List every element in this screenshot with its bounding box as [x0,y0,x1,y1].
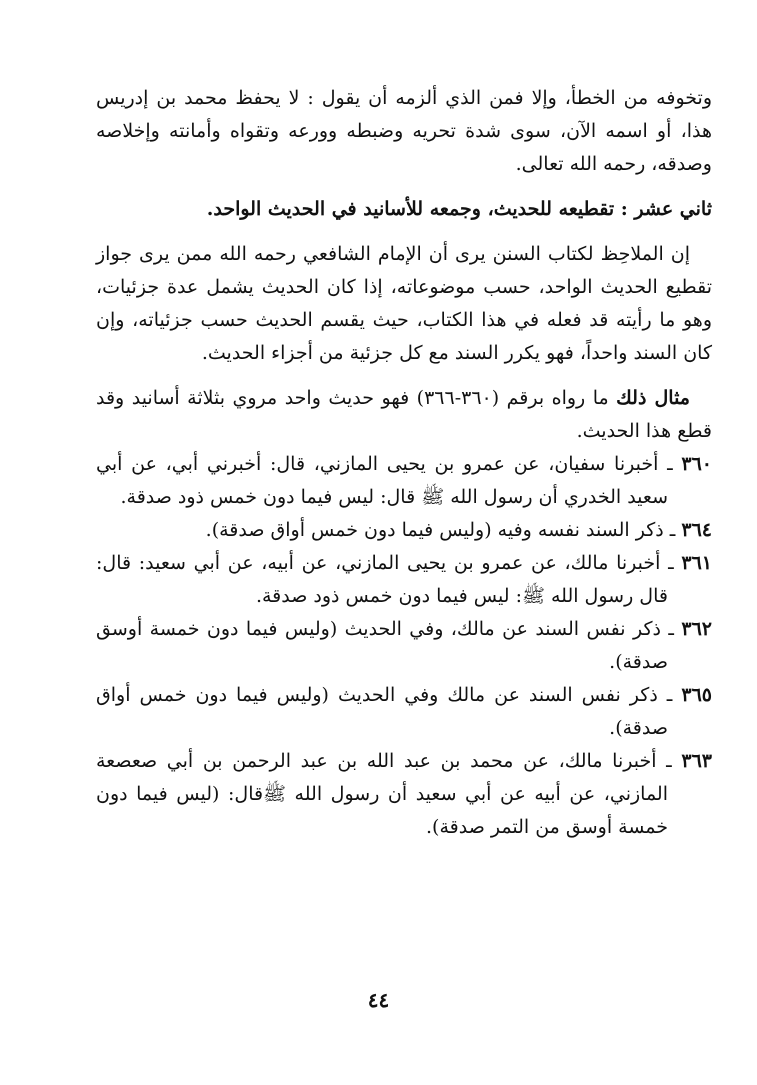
entry-number: ٣٦١ [681,552,712,574]
intro-paragraph: وتخوفه من الخطأ، وإلا فمن الذي ألزمه أن يقول : لا يحفظ محمد بن إدريس هذا، أو اسمه الآن، سوى شدة تحريه وضبطه وورعه وتقواه وأمانته وإخلاصه وصدقه، رحمه الله تعالى. [96,87,712,175]
entry-number: ٣٦٥ [681,684,712,706]
hadith-entry-360 [96,448,712,514]
entry-number: ٣٦٠ [681,453,712,475]
page-number: ٤٤ [367,988,390,1012]
example-text: ما رواه برقم (٣٦٠-٣٦٦) فهو حديث واحد مروي بثلاثة أسانيد وقد قطع هذا الحديث. [96,387,712,442]
hadith-entry-364 [96,514,712,547]
page-body [96,82,712,844]
example-paragraph [96,382,712,448]
body-paragraph: إن الملاحِظ لكتاب السنن يرى أن الإمام الشافعي رحمه الله ممن يرى جواز تقطيع الحديث الواحد، حسب موضوعاته، إذا كان الحديث يشمل عدة جزئيات، وهو ما رأيته قد فعله في هذا الكتاب، حيث يقسم الحديث حسب جزئياته، وإن كان السند واحداً، فهو يكرر السند مع كل جزئية من أجزاء الحديث. [96,243,712,364]
hadith-entry-361 [96,547,712,613]
entry-text: ـ ذكر نفس السند عن مالك وفي الحديث (وليس فيما دون خمس أواق صدقة). [96,684,673,739]
entry-number: ٣٦٣ [681,750,712,772]
hadith-entry-365 [96,679,712,745]
section-heading: ثاني عشر : تقطيعه للحديث، وجمعه للأسانيد في الحديث الواحد. [206,198,712,220]
entry-text: ـ أخبرنا مالك، عن عمرو بن يحيى المازني، عن أبيه، عن أبي سعيد: قال: قال رسول الله ﷺ: ليس فيما دون خمس ذود صدقة. [96,552,674,607]
entry-text: ـ ذكر السند نفسه وفيه (وليس فيما دون خمس أواق صدقة). [205,519,676,541]
entry-text: ـ أخبرنا سفيان، عن عمرو بن يحيى المازني، قال: أخبرني أبي، عن أبي سعيد الخدري أن رسول الله ﷺ قال: ليس فيما دون خمس ذود صدقة. [96,453,673,508]
example-lead: مثال ذلك [616,387,690,409]
hadith-entry-363 [96,745,712,844]
hadith-entry-362 [96,613,712,679]
entry-number: ٣٦٤ [681,519,712,541]
entry-text: ـ أخبرنا مالك، عن محمد بن عبد الله بن عبد الرحمن بن أبي صعصعة المازني، عن أبيه عن أبي سعيد أن رسول الله ﷺقال: (ليس فيما دون خمسة أوسق من التمر صدقة). [96,750,672,838]
entry-text: ـ ذكر نفس السند عن مالك، وفي الحديث (وليس فيما دون خمسة أوسق صدقة). [96,618,674,673]
entry-number: ٣٦٢ [681,618,712,640]
